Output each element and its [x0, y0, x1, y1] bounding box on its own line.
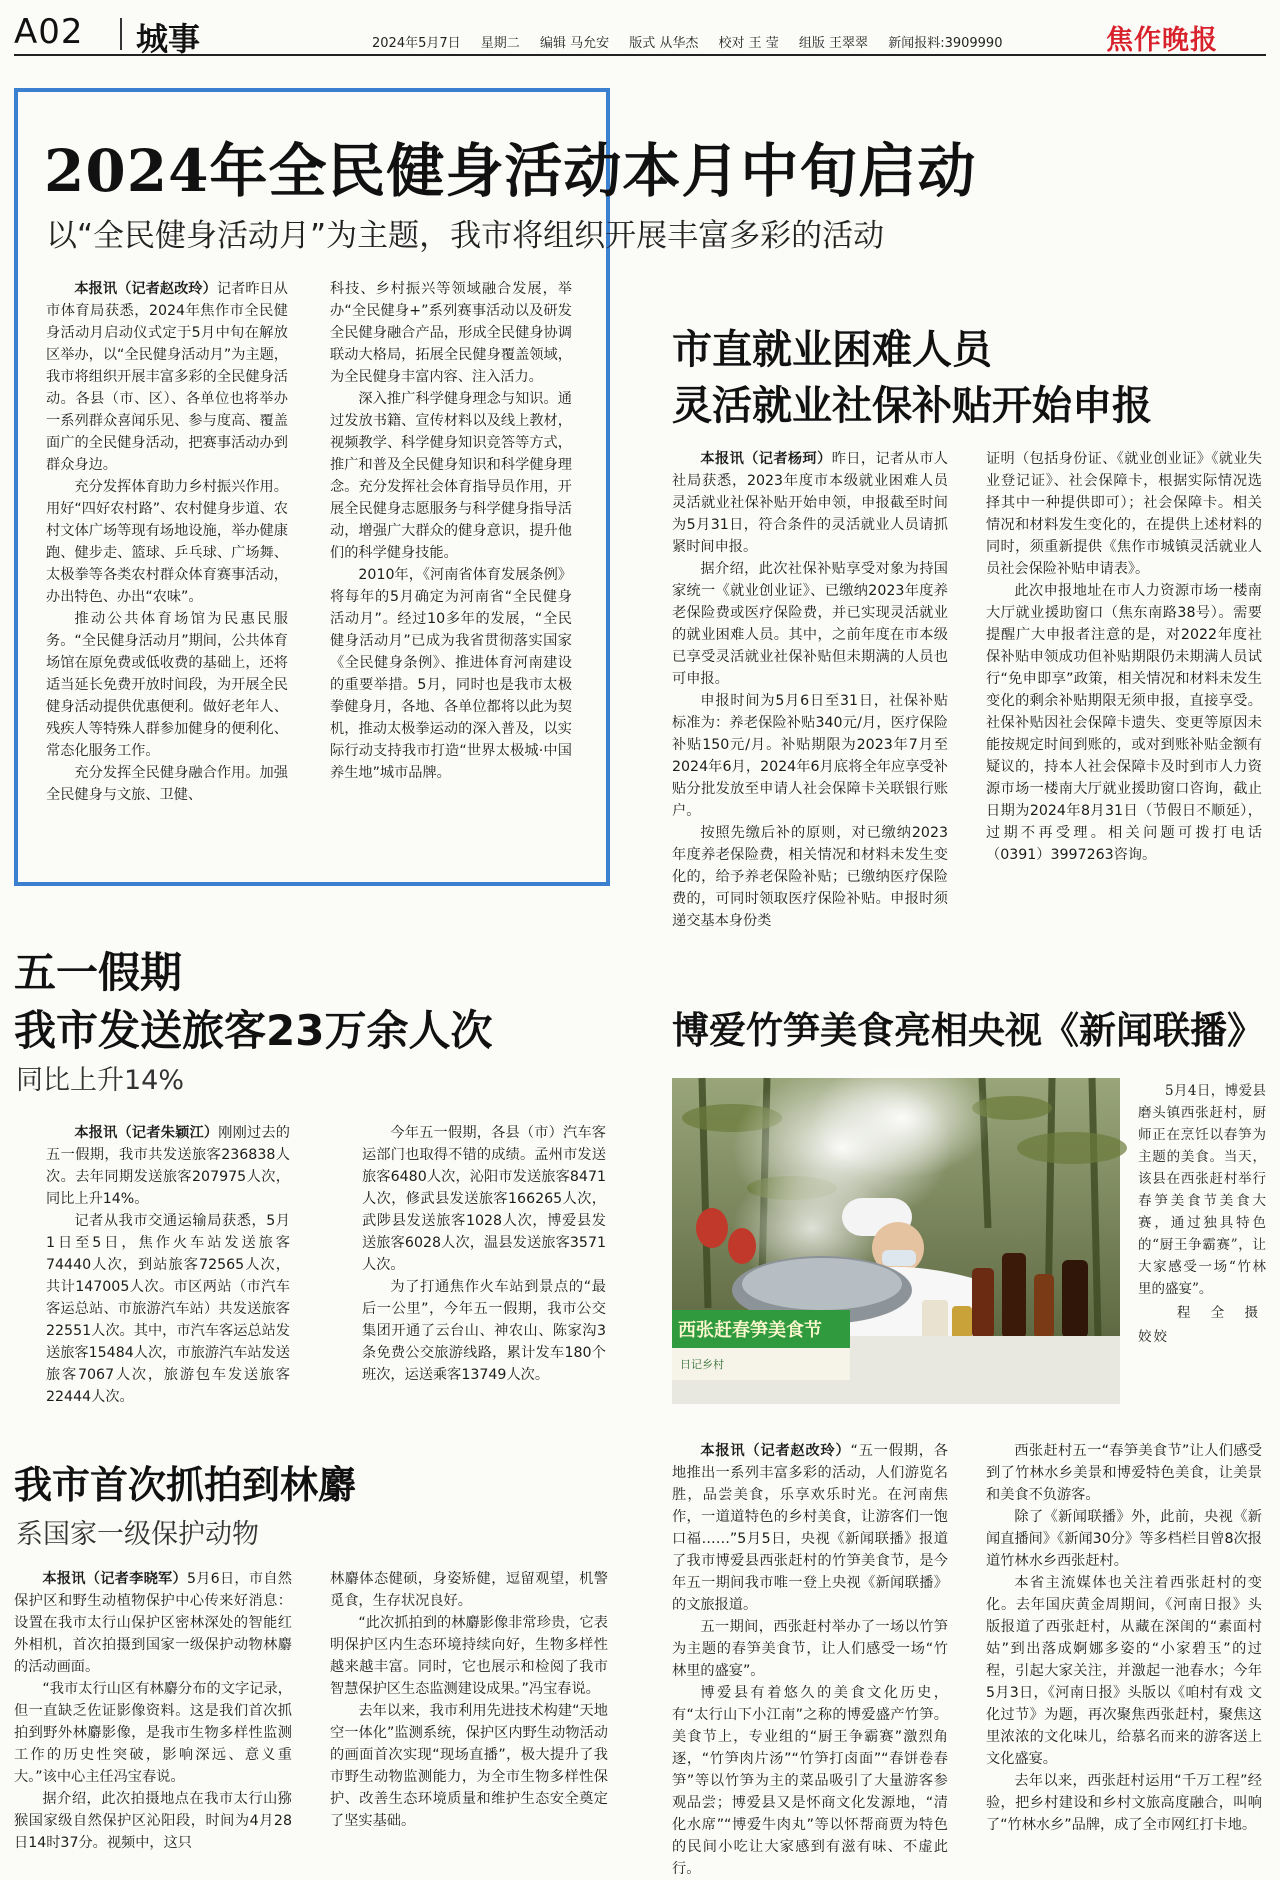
photo-caption-text: 5月4日，博爱县磨头镇西张赶村，厨师正在烹饪以春笋为主题的美食。当天，该县在西张赶村举行春笋美食节美食大赛，通过独具特色的“厨王争霸赛”，让大家感受一场“竹林里的盛宴”。: [1138, 1083, 1266, 1297]
paragraph: [46, 1210, 290, 1408]
paragraph: [46, 1122, 290, 1210]
paragraph: [986, 1572, 1262, 1770]
paragraph-text: 推动公共体育场馆为民惠民服务。“全民健身活动月”期间，公共体育场馆在原免费或低收费的基础上，还将适当延长免费开放时间段，为开展全民健身活动提供优惠便利。做好老年人、残疾人等特殊人群参加健身的便利化、常态化服务工作。: [46, 611, 288, 759]
paragraph-text: 此次申报地址在市人力资源市场一楼南大厅就业援助窗口（焦东南路38号）。需要提醒广大申报者注意的是，对2022年度社保补贴申领成功但补贴期限仍未期满人员试行“免申即享”政策，相关情况和材料未发生变化的剩余补贴期限无须申报，直接享受。社保补贴因社会保障卡遗失、变更等原因未能按规定时间到账的，或对到账补贴金额有疑议的，持本人社会保障卡及时到市人力资源市场一楼南大厅就业援助窗口咨询，截止日期为2024年8月31日（节假日不顺延），过期不再受理。相关问题可拨打电话（0391）3997263咨询。: [986, 583, 1262, 863]
bamboo-headline: 博爱竹笋美食亮相央视《新闻联播》: [672, 1009, 1264, 1052]
photo-caption: [1138, 1080, 1266, 1404]
chef-photo-illustration: [672, 1078, 1120, 1404]
section-name: 城事: [136, 20, 201, 58]
paragraph: [362, 1276, 606, 1386]
deer-subheadline: 系国家一级保护动物: [16, 1519, 259, 1550]
deer-column-2: [330, 1568, 608, 1866]
paragraph-text: 2010年，《河南省体育发展条例》将每年的5月确定为河南省“全民健身活动月”。经过10多年的发展，“全民健身活动月”已成为我省贯彻落实国家《全民健身条例》、推进体育河南建设的重要举措。5月，同时也是我市太极拳健身月，各地、各单位都将以此为契机，推动太极拳运动的深入普及，以实际行动支持我市打造“世界太极城·中国养生地”城市品牌。: [330, 567, 572, 781]
paragraph-text: 去年以来，西张赶村运用“千万工程”经验，把乡村建设和乡村文旅高度融合，叫响了“竹林水乡”品牌，成了全市网红打卡地。: [986, 1773, 1262, 1833]
paragraph: [46, 476, 288, 608]
paragraph-text: “我市太行山区有林麝分布的文字记录，但一直缺乏佐证影像资料。这是我们首次抓拍到野外林麝影像，是我市生物多样性监测工作的历史性突破，影响深远、意义重大。”该中心主任冯宝春说。: [14, 1681, 292, 1785]
masthead-divider: [120, 18, 122, 50]
page-number: A02: [14, 12, 84, 52]
lead-column-2: [330, 278, 572, 874]
group-credit: 组版 王翠翠: [798, 36, 869, 51]
paragraph: [46, 608, 288, 762]
paragraph-text: 刚刚过去的五一假期，我市共发送旅客236838人次。去年同期发送旅客207975人次，同比上升14%。: [46, 1125, 290, 1207]
paragraph-text: “此次抓拍到的林麝影像非常珍贵，它表明保护区内生态环境持续向好，生物多样性越来越丰富。同时，它也展示和检阅了我市智慧保护区生态监测建设成果。”冯宝春说。: [330, 1615, 608, 1697]
photo-banner-small-text: 日记乡村: [680, 1358, 724, 1371]
jobs-column-1: [672, 448, 948, 946]
paragraph: [986, 1770, 1262, 1836]
paragraph-text: “五一假期，各地推出一系列丰富多彩的活动，人们游览名胜，品尝美食，乐享欢乐时光。在河南焦作，一道道特色的乡村美食，让游客们一饱口福……”5月5日，央视《新闻联播》报道了我市博爱县西张赶村的竹笋美食节，是今年五一期间我市唯一登上央视《新闻联播》的文旅报道。: [672, 1443, 948, 1613]
jobs-headline-line2: 灵活就业社保补贴开始申报: [672, 383, 1152, 429]
paragraph-text: 西张赶村五一“春笋美食节”让人们感受到了竹林水乡美景和博爱特色美食，让美景和美食不负游客。: [986, 1443, 1262, 1503]
masthead: [14, 10, 1266, 56]
paragraph-text: 5月6日，市自然保护区和野生动植物保护中心传来好消息：设置在我市太行山保护区密林深处的智能红外相机，首次拍摄到国家一级保护动物林麝的活动画面。: [14, 1571, 292, 1675]
byline-lead-in: 本报讯（记者赵改玲）: [74, 281, 217, 297]
paragraph: [672, 1616, 948, 1682]
paragraph: [672, 558, 948, 690]
paragraph: [986, 1506, 1262, 1572]
paragraph: [14, 1788, 292, 1854]
byline-lead-in: 本报讯（记者杨珂）: [700, 451, 832, 467]
lead-headline: 2024年全民健身活动本月中旬启动: [44, 137, 977, 205]
paragraph: [14, 1678, 292, 1788]
newspaper-logo: 焦作晚报: [1106, 25, 1218, 56]
paragraph-text: 记者从我市交通运输局获悉，5月1日至5日，焦作火车站发送旅客74440人次，到站旅客72565人次，共计147005人次。市区两站（市汽车客运总站、市旅游汽车站）共发送旅客22551人次。其中，市汽车客运总站发送旅客15484人次，市旅游汽车站发送旅客7067人次，旅游包车发送旅客22444人次。: [46, 1213, 290, 1405]
deer-column-1: [14, 1568, 292, 1866]
paragraph: [330, 564, 572, 784]
travel-headline-line2: 我市发送旅客23万余人次: [14, 1006, 493, 1055]
paragraph: [672, 448, 948, 558]
paragraph: [986, 580, 1262, 866]
photo-credit-line2: 姣姣: [1138, 1329, 1169, 1345]
lead-column-1: [46, 278, 288, 874]
paragraph-text: 本省主流媒体也关注着西张赶村的变化。去年国庆黄金周期间，《河南日报》头版报道了西张赶村，从藏在深闺的“素面村姑”到出落成婀娜多姿的“小家碧玉”的过程，引起大家关注，并激起一池春水；今年5月3日，《河南日报》头版以《咱村有戏 文化过节》为题，再次聚焦西张赶村，聚焦这里浓浓的文化味儿，给慕名而来的游客送上文化盛宴。: [986, 1575, 1262, 1767]
editor-credit: 编辑 马允安: [539, 36, 610, 51]
paragraph: [14, 1568, 292, 1678]
paragraph: [330, 278, 572, 388]
travel-headline-line1: 五一假期: [14, 948, 183, 997]
paragraph-text: 按照先缴后补的原则，对已缴纳2023年度养老保险费，相关情况和材料未发生变化的，给予养老保险补贴；已缴纳医疗保险费的，可同时领取医疗保险补贴。申报时须递交基本身份类: [672, 825, 948, 929]
travel-column-1: [46, 1122, 290, 1412]
paragraph: [672, 1682, 948, 1880]
paragraph-text: 为了打通焦作火车站到景点的“最后一公里”，今年五一假期，我市公交集团开通了云台山、神农山、陈家沟3条免费公交旅游线路，累计发车180个班次，运送乘客13749人次。: [362, 1279, 606, 1383]
paragraph-text: 证明（包括身份证、《就业创业证》《就业失业登记证》、社会保障卡，根据实际情况选择其中一种提供即可）；社会保障卡。相关情况和材料发生变化的，在提供上述材料的同时，须重新提供《焦作市城镇灵活就业人员社会保险补贴申请表》。: [986, 451, 1262, 577]
paragraph: [330, 1700, 608, 1832]
paragraph: [672, 690, 948, 822]
photo-credit-line1: 程 全 摄: [1176, 1305, 1266, 1321]
proofread-credit: 校对 王 莹: [718, 36, 779, 51]
layout-credit: 版式 从华杰: [629, 36, 699, 51]
paragraph-text: 深入推广科学健身理念与知识。通过发放书籍、宣传材料以及线上教材，视频教学、科学健身知识竞答等方式，推广和普及全民健身知识和科学健身理念。充分发挥社会体育指导员作用，开展全民健身志愿服务与科学健身指导活动，增强广大群众的健身意识，提升他们的科学健身技能。: [330, 391, 572, 561]
paragraph-text: 除了《新闻联播》外，此前，央视《新闻直播间》《新闻30分》等多档栏目曾8次报道竹林水乡西张赶村。: [986, 1509, 1262, 1569]
paragraph-text: 申报时间为5月6日至31日，社保补贴标准为：养老保险补贴340元/月，医疗保险补贴150元/月。补贴期限为2023年7月至2024年6月，2024年6月底将全年应享受补贴分批发放至申请人社会保障卡关联银行账户。: [672, 693, 948, 819]
paragraph: [330, 1568, 608, 1612]
travel-column-2: [362, 1122, 606, 1382]
deer-headline: 我市首次抓拍到林麝: [14, 1463, 357, 1507]
issue-weekday: 星期二: [480, 36, 520, 51]
paragraph-text: 去年以来，我市利用先进技术构建“天地空一体化”监测系统，保护区内野生动物活动的画面首次实现“现场直播”，极大提升了我市野生动物监测能力，为全市生物多样性保护、改善生态环境质量和维护生态安全奠定了坚实基础。: [330, 1703, 608, 1829]
paragraph: [46, 762, 288, 806]
jobs-headline-line1: 市直就业困难人员: [672, 327, 992, 373]
paragraph: [986, 448, 1262, 580]
byline-lead-in: 本报讯（记者朱颖江）: [74, 1125, 219, 1141]
paragraph: [672, 1440, 948, 1616]
bamboo-column-2: [986, 1440, 1262, 1866]
paragraph-text: 今年五一假期，各县（市）汽车客运部门也取得不错的成绩。孟州市发送旅客6480人次，沁阳市发送旅客8471人次，修武县发送旅客166265人次，武陟县发送旅客1028人次，博爱县发送旅客6028人次，温县发送旅客3571人次。: [362, 1125, 606, 1273]
jobs-column-2: [986, 448, 1262, 930]
byline-lead-in: 本报讯（记者李晓军）: [42, 1571, 187, 1587]
paragraph-text: 昨日，记者从市人社局获悉，2023年度市本级就业困难人员灵活就业社保补贴开始申领，申报截至时间为5月31日，符合条件的灵活就业人员请抓紧时间申报。: [672, 451, 948, 555]
paragraph-text: 充分发挥体育助力乡村振兴作用。用好“四好农村路”、农村健身步道、农村文体广场等现有场地设施，举办健康跑、健步走、篮球、乒乓球、广场舞、太极拳等各类农村群众体育赛事活动，办出特色、办出“农味”。: [46, 479, 288, 605]
bamboo-column-1: [672, 1440, 948, 1877]
paragraph-text: 科技、乡村振兴等领域融合发展，举办“全民健身+”系列赛事活动以及研发全民健身融合产品，形成全民健身协调联动大格局，拓展全民健身覆盖领域，为全民健身丰富内容、注入活力。: [330, 281, 572, 385]
paragraph-text: 据介绍，此次社保补贴享受对象为持国家统一《就业创业证》、已缴纳2023年度养老保险费或医疗保险费，并已实现灵活就业的就业困难人员。其中，之前年度在市本级已享受灵活就业社保补贴但未期满的人员也可申报。: [672, 561, 948, 687]
paragraph-text: 林麝体态健硕，身姿矫健，逗留观望，机警觅食，生存状况良好。: [330, 1571, 608, 1609]
paragraph: [330, 1612, 608, 1700]
paragraph-text: 据介绍，此次拍摄地点在我市太行山猕猴国家级自然保护区沁阳段，时间为4月28日14时37分。视频中，这只: [14, 1791, 292, 1851]
paragraph: [46, 278, 288, 476]
paragraph-text: 五一期间，西张赶村举办了一场以竹笋为主题的春笋美食节，让人们感受一场“竹林里的盛宴”。: [672, 1619, 948, 1679]
paragraph-text: 充分发挥全民健身融合作用。加强全民健身与文旅、卫健、: [46, 765, 288, 803]
lead-subheadline: 以“全民健身活动月”为主题，我市将组织开展丰富多彩的活动: [46, 218, 885, 254]
paragraph-text: 博爱县有着悠久的美食文化历史，有“太行山下小江南”之称的博爱盛产竹笋。美食节上，专业组的“厨王争霸赛”激烈角逐，“竹笋肉片汤”“竹笋打卤面”“春饼卷春笋”等以竹笋为主的菜品吸引了大量游客参观品尝；博爱县又是怀商文化发源地，“清化水席”“博爱牛肉丸”等以怀帮商贾为特色的民间小吃让大家感到有滋有味、不虚此行。: [672, 1685, 948, 1877]
byline-lead-in: 本报讯（记者赵改玲）: [700, 1443, 851, 1459]
paragraph: [986, 1440, 1262, 1506]
news-hotline: 新闻报料:3909990: [888, 36, 1003, 51]
issue-date: 2024年5月7日: [372, 36, 461, 51]
travel-subheadline: 同比上升14%: [16, 1065, 185, 1096]
paragraph: [362, 1122, 606, 1276]
paragraph: [330, 388, 572, 564]
masthead-info: [372, 32, 1018, 51]
paragraph: [672, 822, 948, 932]
paragraph-text: 记者昨日从市体育局获悉，2024年焦作市全民健身活动月启动仪式定于5月中旬在解放区举办，以“全民健身活动月”为主题，我市将组织开展丰富多彩的全民健身活动。各县（市、区）、各单位也将举办一系列群众喜闻乐见、参与度高、覆盖面广的全民健身活动，把赛事活动办到群众身边。: [46, 281, 288, 473]
chef-cooking-photo: [672, 1078, 1120, 1404]
photo-banner-text: 西张赶春笋美食节: [678, 1320, 822, 1341]
